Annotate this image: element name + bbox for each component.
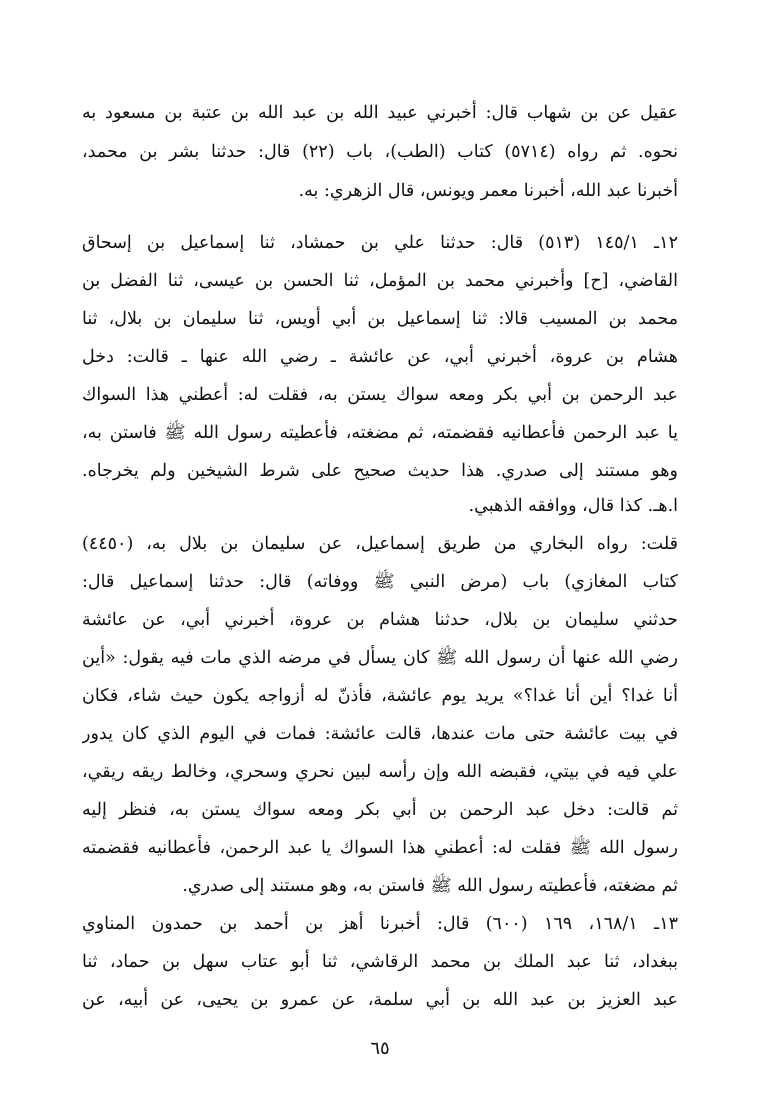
- text-line: رضي الله عنها أن رسول الله ﷺ كان يسأل في مرضه الذي مات فيه يقول: «أين: [82, 648, 678, 668]
- comment-heading-line: قلت: رواه البخاري من طريق إسماعيل، عن سليمان بن بلال به، (٤٤٥٠): [82, 534, 678, 554]
- text-line: محمد بن المسيب قالا: ثنا إسماعيل بن أبي أويس، ثنا سليمان بن بلال، ثنا: [82, 309, 678, 329]
- text-line: أنا غدا؟ أين أنا غدا؟» يريد يوم عائشة، فأذنّ له أزواجه يكون حيث شاء، فكان: [82, 686, 678, 706]
- text-line: ثم قالت: دخل عبد الرحمن بن أبي بكر ومعه سواك يستن به، فنظر إليه: [82, 800, 678, 820]
- text-line: ا.هـ. كذا قال، ووافقه الذهبي.: [468, 496, 678, 516]
- text-line: عبد الرحمن بن أبي بكر ومعه سواك يستن به، فقلت له: أعطني هذا السواك: [82, 385, 678, 405]
- text-line: عبد العزيز بن عبد الله بن أبي سلمة، عن عمرو بن يحيى، عن أبيه، عن: [82, 990, 678, 1010]
- text-line: حدثني سليمان بن بلال، حدثنا هشام بن عروة، أخبرني أبي، عن عائشة: [82, 610, 678, 630]
- text-line: وهو مستند إلى صدري. هذا حديث صحيح على شرط الشيخين ولم يخرجاه.: [82, 461, 678, 481]
- text-line: أخبرنا عبد الله، أخبرنا معمر ويونس، قال الزهري: به.: [298, 181, 678, 201]
- text-line: يا عبد الرحمن فأعطانيه فقضمته، ثم مضغته، فأعطيته رسول الله ﷺ فاستن به،: [82, 423, 678, 443]
- text-line: في بيت عائشة حتى مات عندها، قالت عائشة: فمات في اليوم الذي كان يدور: [82, 724, 678, 744]
- hadith-heading-line: ١٢ـ ١٤٥/١ (٥١٣) قال: حدثنا علي بن حمشاد، ثنا إسماعيل بن إسحاق: [82, 233, 678, 253]
- text-line: كتاب المغازي) باب (مرض النبي ﷺ ووفاته) قال: حدثنا إسماعيل قال:: [82, 572, 678, 592]
- hadith-heading-line: ١٣ـ ١٦٨/١، ١٦٩ (٦٠٠) قال: أخبرنا أهز بن أحمد بن حمدون المناوي: [82, 914, 678, 934]
- page-number: ٦٥: [370, 1038, 390, 1059]
- text-line: ثم مضغته، فأعطيته رسول الله ﷺ فاستن به، وهو مستند إلى صدري.: [182, 876, 678, 896]
- text-line: نحوه. ثم رواه (٥٧١٤) كتاب (الطب)، باب (٢٢) قال: حدثنا بشر بن محمد،: [82, 142, 678, 162]
- text-line: رسول الله ﷺ فقلت له: أعطني هذا السواك يا عبد الرحمن، فأعطانيه فقضمته: [82, 838, 678, 858]
- text-line: عقيل عن بن شهاب قال: أخبرني عبيد الله بن عبد الله بن عتبة بن مسعود به: [82, 103, 678, 123]
- text-line: علي فيه في بيتي، فقبضه الله وإن رأسه لبين نحري وسحري، وخالط ريقه ريقي،: [82, 762, 678, 782]
- text-line: هشام بن عروة، أخبرني أبي، عن عائشة ـ رضي الله عنها ـ قالت: دخل: [82, 347, 678, 367]
- text-line: القاضي، [ح] وأخبرني محمد بن المؤمل، ثنا الحسن بن عيسى، ثنا الفضل بن: [82, 271, 678, 291]
- text-line: ببغداد، ثنا عبد الملك بن محمد الرقاشي، ثنا أبو عتاب سهل بن حماد، ثنا: [82, 952, 678, 972]
